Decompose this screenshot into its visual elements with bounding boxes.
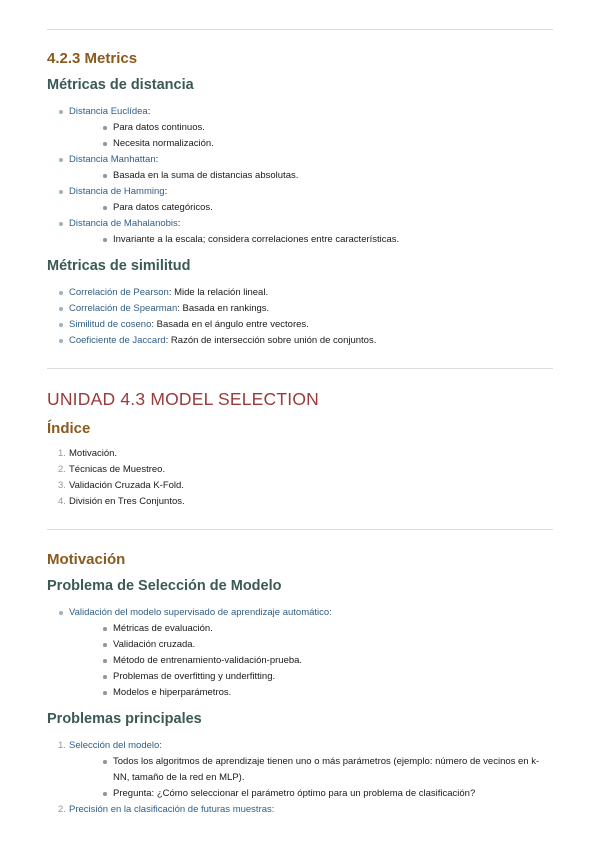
term-link[interactable]: Coeficiente de Jaccard bbox=[69, 335, 166, 346]
term-link[interactable]: Correlación de Pearson bbox=[69, 287, 169, 298]
list-item: Métricas de evaluación. bbox=[69, 621, 553, 637]
list-item: Problemas de overfitting y underfitting. bbox=[69, 669, 553, 685]
list-item: Distancia Euclídea: Para datos continuos. Necesita normalización. bbox=[47, 104, 553, 152]
list-number: 2. bbox=[58, 804, 66, 815]
list-item bbox=[47, 605, 553, 701]
term-link[interactable]: Distancia Euclídea bbox=[69, 106, 148, 117]
list-item: Método de entrenamiento-validación-prueba. bbox=[69, 653, 553, 669]
list-item: Distancia de Hamming: Para datos categóricos. bbox=[47, 184, 553, 216]
main-problems-heading: Problemas principales bbox=[47, 711, 202, 727]
term-link[interactable]: Distancia de Mahalanobis bbox=[69, 218, 178, 229]
term-link[interactable]: Similitud de coseno bbox=[69, 319, 152, 330]
bullet-icon bbox=[103, 760, 107, 764]
bullet-icon bbox=[103, 627, 107, 631]
list-item: Necesita normalización. bbox=[69, 136, 553, 152]
similarity-metrics-list bbox=[47, 285, 553, 349]
list-number: 1. bbox=[58, 448, 66, 459]
list-item: Validación cruzada. bbox=[69, 637, 553, 653]
similarity-metrics-heading: Métricas de similitud bbox=[47, 258, 191, 274]
list-item: 2. Técnicas de Muestreo. bbox=[47, 462, 553, 478]
bullet-icon bbox=[59, 307, 63, 311]
list-item: Basada en la suma de distancias absolutas. bbox=[69, 168, 553, 184]
term-link[interactable]: Distancia de Hamming bbox=[69, 186, 165, 197]
index-list bbox=[47, 446, 553, 510]
list-item: Invariante a la escala; considera correlaciones entre características. bbox=[69, 232, 553, 248]
bullet-icon bbox=[59, 291, 63, 295]
list-item bbox=[47, 802, 553, 818]
bullet-icon bbox=[59, 323, 63, 327]
list-item: Correlación de Pearson: Mide la relación lineal. bbox=[47, 285, 553, 301]
unit-title: UNIDAD 4.3 MODEL SELECTION bbox=[47, 389, 319, 409]
motivation-heading: Motivación bbox=[47, 551, 126, 568]
bullet-icon bbox=[103, 643, 107, 647]
list-item bbox=[47, 738, 553, 802]
model-selection-problem-heading: Problema de Selección de Modelo bbox=[47, 578, 282, 594]
bullet-icon bbox=[103, 659, 107, 663]
list-item: 1. Motivación. bbox=[47, 446, 553, 462]
list-item: Correlación de Spearman: Basada en rankings. bbox=[47, 301, 553, 317]
index-heading: Índice bbox=[47, 420, 91, 437]
list-number: 4. bbox=[58, 496, 66, 507]
metrics-heading: 4.2.3 Metrics bbox=[47, 50, 138, 67]
list-item: 3. Validación Cruzada K-Fold. bbox=[47, 478, 553, 494]
list-item: Distancia de Mahalanobis: Invariante a la escala; considera correlaciones entre características. bbox=[47, 216, 553, 248]
bullet-icon bbox=[59, 339, 63, 343]
top-divider bbox=[47, 29, 553, 30]
list-item: Coeficiente de Jaccard: Razón de intersección sobre unión de conjuntos. bbox=[47, 333, 553, 349]
problem-list bbox=[47, 605, 553, 701]
bullet-icon bbox=[103, 126, 107, 130]
list-item: Para datos categóricos. bbox=[69, 200, 553, 216]
list-item: Pregunta: ¿Cómo seleccionar el parámetro óptimo para un problema de clasificación? bbox=[69, 786, 553, 802]
main-problems-list bbox=[47, 738, 553, 818]
bullet-icon bbox=[59, 190, 63, 194]
list-item: Similitud de coseno: Basada en el ángulo entre vectores. bbox=[47, 317, 553, 333]
list-item: Todos los algoritmos de aprendizaje tienen uno o más parámetros (ejemplo: número de vecinos en k-NN, tamaño de la red en MLP). bbox=[69, 754, 553, 786]
term-link[interactable]: Precisión en la clasificación de futuras muestras: bbox=[69, 804, 275, 815]
bullet-icon bbox=[103, 792, 107, 796]
bullet-icon bbox=[103, 675, 107, 679]
bullet-icon bbox=[103, 174, 107, 178]
list-item: 4. División en Tres Conjuntos. bbox=[47, 494, 553, 510]
list-item: Distancia Manhattan: Basada en la suma de distancias absolutas. bbox=[47, 152, 553, 184]
bullet-icon bbox=[59, 158, 63, 162]
list-number: 2. bbox=[58, 464, 66, 475]
list-number: 3. bbox=[58, 480, 66, 491]
term-link[interactable]: Distancia Manhattan bbox=[69, 154, 156, 165]
list-number: 1. bbox=[58, 740, 66, 751]
term-link[interactable]: Correlación de Spearman bbox=[69, 303, 178, 314]
bullet-icon bbox=[59, 110, 63, 114]
distance-metrics-heading: Métricas de distancia bbox=[47, 77, 194, 93]
bullet-icon bbox=[103, 691, 107, 695]
bullet-icon bbox=[103, 206, 107, 210]
bullet-icon bbox=[103, 142, 107, 146]
list-item: Para datos continuos. bbox=[69, 120, 553, 136]
bullet-icon bbox=[103, 238, 107, 242]
distance-metrics-list bbox=[47, 104, 553, 248]
list-item: Modelos e hiperparámetros. bbox=[69, 685, 553, 701]
term-link[interactable]: Validación del modelo supervisado de aprendizaje automático: bbox=[69, 607, 332, 618]
bullet-icon bbox=[59, 222, 63, 226]
section-divider bbox=[47, 529, 553, 530]
term-link[interactable]: Selección del modelo: bbox=[69, 740, 162, 751]
section-divider bbox=[47, 368, 553, 369]
bullet-icon bbox=[59, 611, 63, 615]
